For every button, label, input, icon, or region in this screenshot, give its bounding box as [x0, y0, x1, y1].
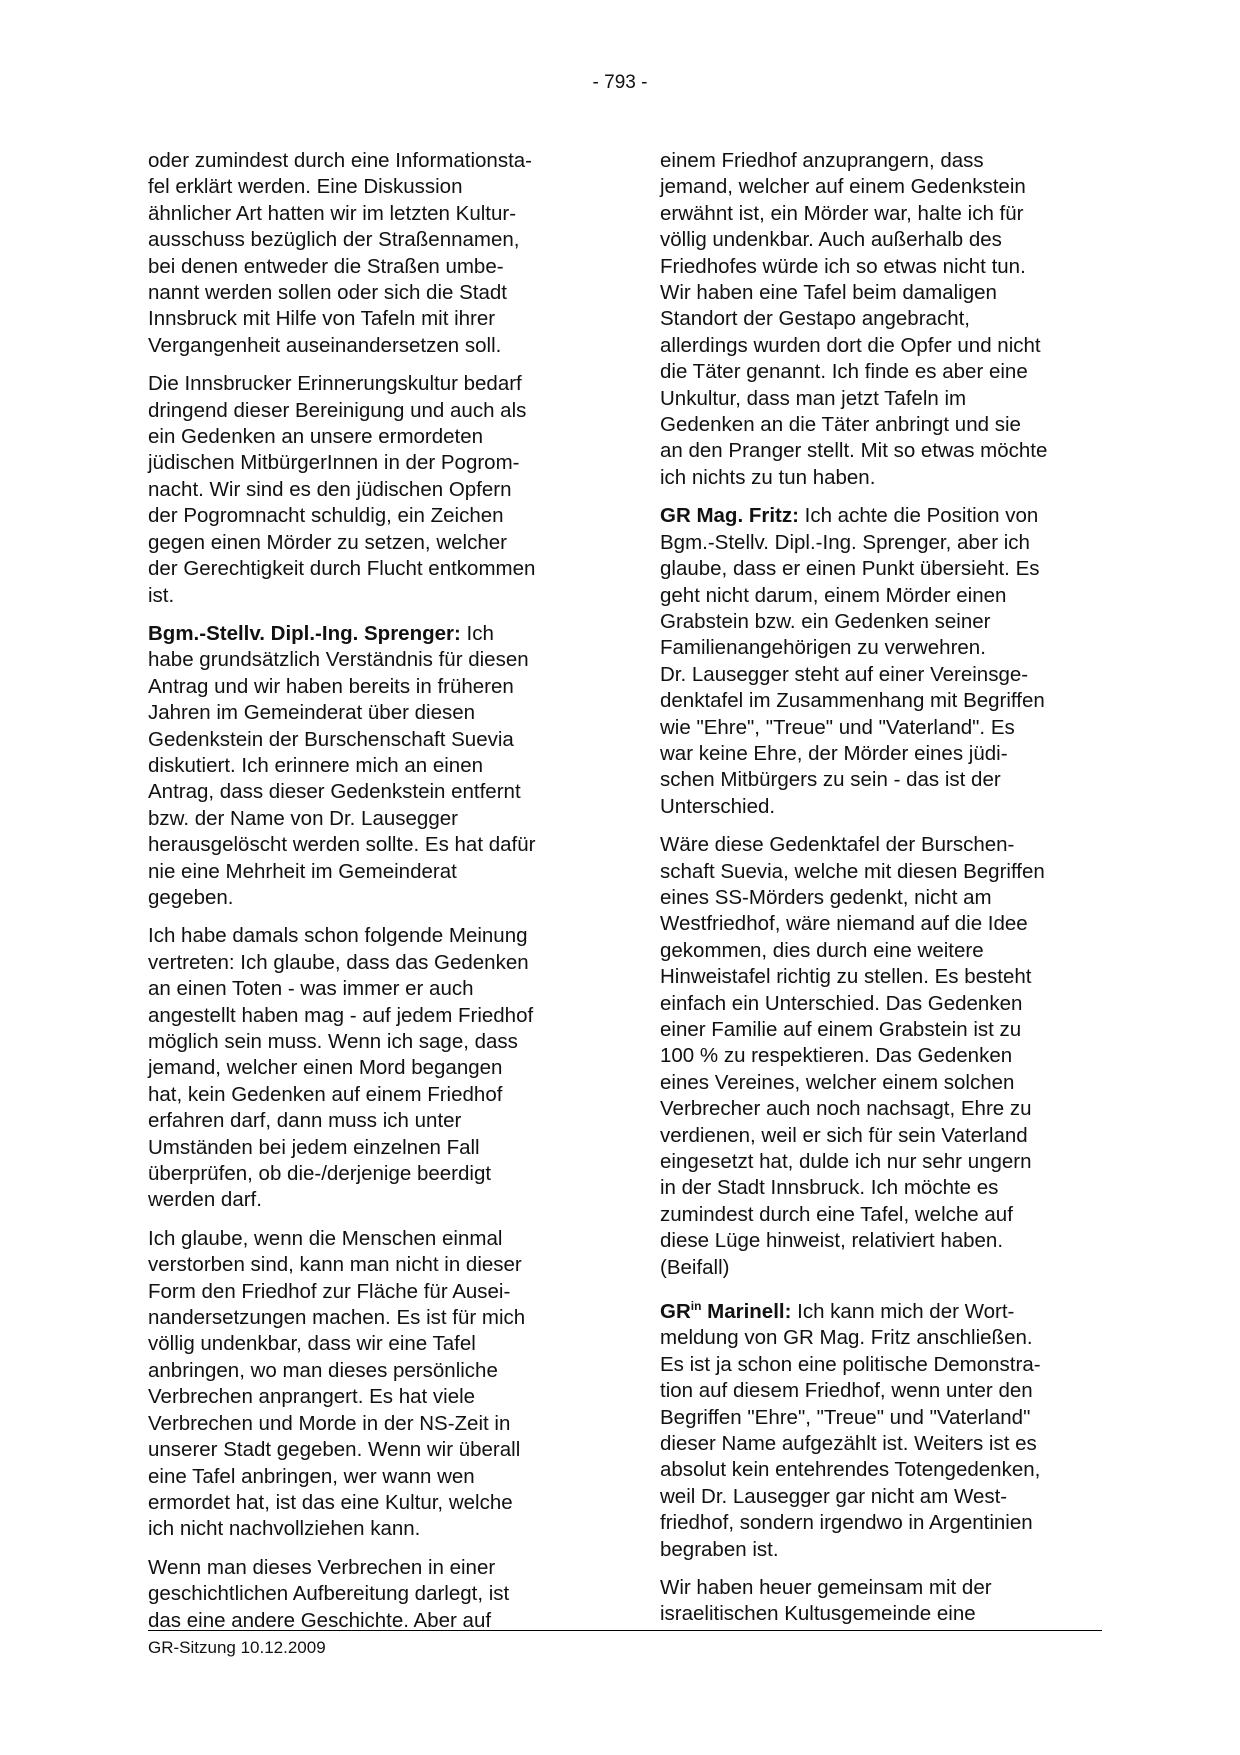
paragraph: einem Friedhof anzuprangern, dass jemand, welcher auf einem Gedenkstein erwähnt ist, ein Mörder war, halte ich für völlig undenkbar. Auch außerhalb des Friedhofes würde ich so etwas nicht tun. Wir haben eine Tafel beim damaligen Standort der Gestapo angebracht, allerdings wurden dort die Opfer und nicht die Täter genannt. Ich finde es aber eine Unkultur, dass man jetzt Tafeln im Gedenken an die Täter anbringt und sie an den Pranger stellt. Mit so etwas möchte ich nichts zu tun haben. [660, 149, 1048, 489]
speaker-name: GR Mag. Fritz: [660, 504, 799, 528]
speaker-title: GR [660, 1299, 691, 1323]
footer-divider [148, 1630, 1102, 1631]
paragraph-text: Ich habe grundsätzlich Verständnis für diesen Antrag und wir haben bereits in früheren Jahren im Gemeinderat über diesen Gedenkstein der Burschenschaft Suevia diskutiert. Ich erinnere mich an einen Antrag, dass dieser Gedenkstein entfernt bzw. der Name von Dr. Lausegger herausgelöscht werden sollte. Es hat dafür nie eine Mehrheit im Gemeinderat gegeben. [148, 621, 536, 909]
paragraph: Wäre diese Gedenktafel der Burschen- schaft Suevia, welche mit diesen Begriffen eines SS-Mörders gedenkt, nicht am Westfriedhof, wäre niemand auf die Idee gekommen, dies durch eine weitere Hinweistafel richtig zu stellen. Es besteht einfach ein Unterschied. Das Gedenken einer Familie auf einem Grabstein ist zu 100 % zu respektieren. Das Gedenken eines Vereines, welcher einem solchen Verbrecher auch noch nachsagt, Ehre zu verdienen, weil er sich für sein Vaterland eingesetzt hat, dulde ich nur sehr ungern in der Stadt Innsbruck. Ich möchte es zumindest durch eine Tafel, welche auf diese Lüge hinweist, relativiert haben. (Beifall) [660, 833, 1045, 1279]
right-column [660, 148, 1100, 1640]
speaker-name: Bgm.-Stellv. Dipl.-Ing. Sprenger: [148, 621, 461, 645]
paragraph-text: Ich kann mich der Wort- meldung von GR Mag. Fritz anschließen. Es ist ja schon eine politische Demonstra- tion auf diesem Friedhof, wenn unter den Begriffen "Ehre", "Treue" und "Vaterland" dieser Name aufgezählt ist. Weiters ist es absolut kein entehrendes Totengedenken, weil Dr. Lausegger gar nicht am West- friedhof, sondern irgendwo in Argentinien begraben ist. [660, 1299, 1041, 1561]
paragraph-text: Ich achte die Position von Bgm.-Stellv. Dipl.-Ing. Sprenger, aber ich glaube, dass er einen Punkt übersieht. Es geht nicht darum, einem Mörder einen Grabstein bzw. ein Gedenken seiner Familienangehörigen zu verwehren. Dr. Lausegger steht auf einer Vereinsge- denktafel im Zusammenhang mit Begriffen wie "Ehre", "Treue" und "Vaterland". Es war keine Ehre, der Mörder eines jüdi- schen Mitbürgers zu sein - das ist der Unterschied. [660, 504, 1045, 818]
paragraph [148, 621, 588, 911]
speaker-surname: Marinell: [701, 1299, 792, 1323]
paragraph: Ich glaube, wenn die Menschen einmal verstorben sind, kann man nicht in dieser Form den Friedhof zur Fläche für Ausei- nandersetzungen machen. Es ist für mich völlig undenkbar, dass wir eine Tafel anbringen, wo man dieses persönliche Verbrechen anprangert. Es hat viele Verbrechen und Morde in der NS-Zeit in unserer Stadt gegeben. Wenn wir überall eine Tafel anbringen, wer wann wen ermordet hat, ist das eine Kultur, welche ich nicht nachvollziehen kann. [148, 1226, 526, 1541]
paragraph: Ich habe damals schon folgende Meinung vertreten: Ich glaube, dass das Gedenken an einen Toten - was immer er auch angestellt haben mag - auf jedem Friedhof möglich sein muss. Wenn ich sage, dass jemand, welcher einen Mord begangen hat, kein Gedenken auf einem Friedhof erfahren darf, dann muss ich unter Umständen bei jedem einzelnen Fall überprüfen, ob die-/derjenige beerdigt werden darf. [148, 924, 534, 1212]
paragraph: Wir haben heuer gemeinsam mit der israelitischen Kultusgemeinde eine [660, 1575, 992, 1626]
paragraph [660, 503, 1100, 820]
page-number: - 793 - [592, 72, 648, 93]
paragraph: Die Innsbrucker Erinnerungskultur bedarf dringend dieser Bereinigung und auch als ein Gedenken an unsere ermordeten jüdischen MitbürgerInnen in der Pogrom- nacht. Wir sind es den jüdischen Opfern der Pogromnacht schuldig, ein Zeichen gegen einen Mörder zu setzen, welcher der Gerechtigkeit durch Flucht entkommen ist. [148, 372, 536, 607]
paragraph: oder zumindest durch eine Informationsta- fel erklärt werden. Eine Diskussion ähnlicher Art hatten wir im letzten Kultur- ausschuss bezüglich der Straßennamen, bei denen entweder die Straßen umbe- nannt werden sollen oder sich die Stadt Innsbruck mit Hilfe von Tafeln mit ihrer Vergangenheit auseinandersetzen soll. [148, 149, 533, 357]
speaker-name [660, 1300, 791, 1323]
paragraph [660, 1293, 1100, 1563]
speaker-title-superscript: in [690, 1299, 702, 1314]
paragraph: Wenn man dieses Verbrechen in einer geschichtlichen Aufbereitung darlegt, ist das eine andere Geschichte. Aber auf [148, 1555, 510, 1632]
footer-session-label: GR-Sitzung 10.12.2009 [148, 1638, 326, 1657]
left-column [148, 148, 588, 1646]
